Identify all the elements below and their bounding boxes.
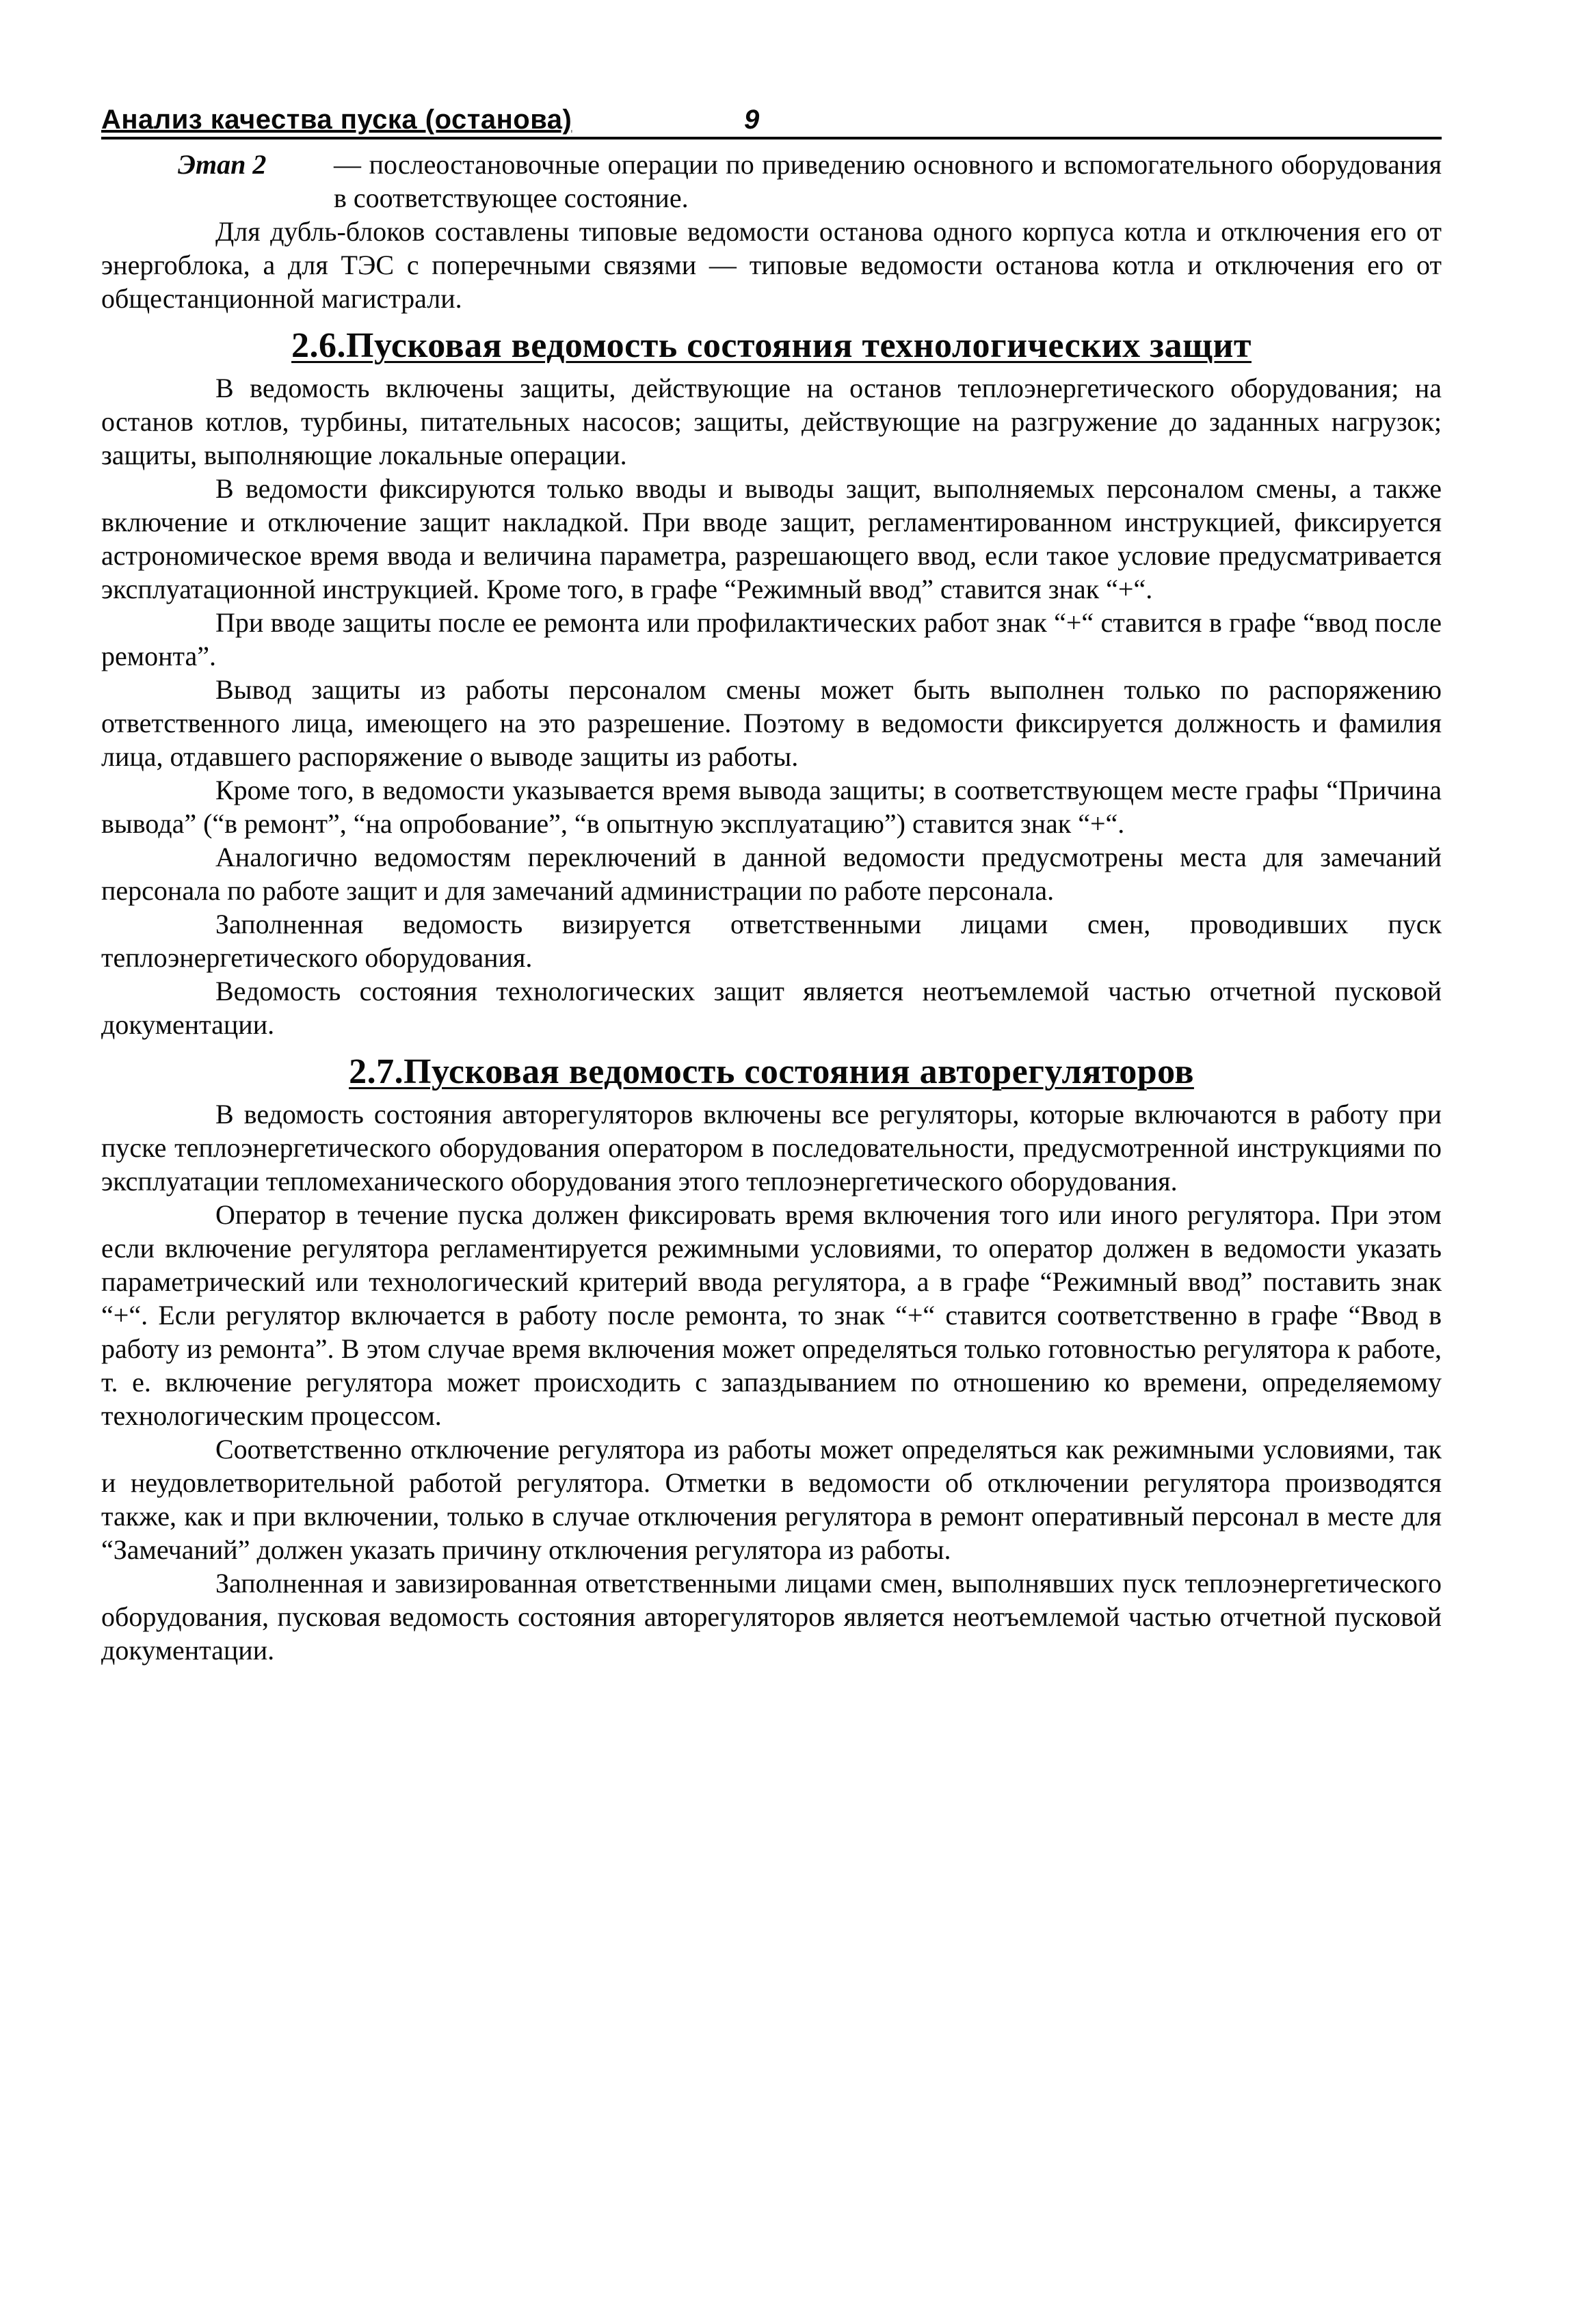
stage-item [101, 148, 1442, 215]
stage-description: — послеостановочные операции по приведению основного и вспомогательного оборудования в соответствующее состояние. [334, 149, 1442, 213]
page-number: 9 [744, 105, 760, 135]
paragraph: Вывод защиты из работы персоналом смены может быть выполнен только по распоряжению ответственного лица, имеющего на это разрешение. Поэтому в ведомости фиксируется должность и фамилия лица, отдавшего распоряжение о выводе защиты из работы. [101, 674, 1442, 772]
paragraph: Аналогично ведомостям переключений в данной ведомости предусмотрены места для замечаний персонала по работе защит и для замечаний администрации по работе персонала. [101, 842, 1442, 906]
stage-label: Этап 2 [178, 149, 267, 180]
section-heading-2-7: 2.7.Пусковая ведомость состояния авторегуляторов [349, 1052, 1194, 1091]
paragraph: Соответственно отключение регулятора из работы может определяться как режимными условиями, так и неудовлетворительной работой регулятора. Отметки в ведомости об отключении регулятора производятся также, как и при включении, только в случае отключения регулятора в ремонт оперативный персонал в месте для “Замечаний” должен указать причину отключения регулятора из работы. [101, 1434, 1442, 1565]
paragraph: В ведомости фиксируются только вводы и выводы защит, выполняемых персоналом смены, а также включение и отключение защит накладкой. При вводе защит, регламентированном инструкцией, фиксируется астрономическое время ввода и величина параметра, разрешающего ввод, если такое условие предусматривается эксплуатационной инструкцией. Кроме того, в графе “Режимный ввод” ставится знак “+“. [101, 473, 1442, 604]
paragraph: В ведомость включены защиты, действующие на останов теплоэнергетического оборудования; на останов котлов, турбины, питательных насосов; защиты, действующие на разгружение до заданных нагрузок; защиты, выполняющие локальные операции. [101, 373, 1442, 470]
intro-paragraph: Для дубль-блоков составлены типовые ведомости останова одного корпуса котла и отключения его от энергоблока, а для ТЭС с поперечными связями — типовые ведомости останова котла и отключения его от общестанционной магистрали. [101, 216, 1442, 314]
running-header [101, 89, 1442, 139]
paragraph: Кроме того, в ведомости указывается время вывода защиты; в соответствующем месте графы “Причина вывода” (“в ремонт”, “на опробование”, “в опытную эксплуатацию”) ставится знак “+“. [101, 775, 1442, 839]
document-page [101, 89, 1442, 1667]
paragraph: В ведомость состояния авторегуляторов включены все регуляторы, которые включаются в работу при пуске теплоэнергетического оборудования оператором в последовательности, предусмотренной инструкциями по эксплуатации тепломеханического оборудования этого теплоэнергетического оборудования. [101, 1099, 1442, 1197]
section-heading-2-6: 2.6.Пусковая ведомость состояния технологических защит [291, 326, 1252, 365]
running-header-title: Анализ качества пуска (останова) [101, 105, 572, 135]
paragraph: Оператор в течение пуска должен фиксировать время включения того или иного регулятора. При этом если включение регулятора регламентируется режимными условиями, то оператор должен в ведомости указать параметрический или технологический критерий ввода регулятора, а в графе “Режимный ввод” поставить знак “+“. Если регулятор включается в работу после ремонта, то знак “+“ ставится соответственно в графе “Ввод в работу из ремонта”. В этом случае время включения может определяться только готовностью регулятора к работе, т. е. включение регулятора может происходить с запаздыванием по отношению ко времени, определяемому технологическим процессом. [101, 1199, 1442, 1431]
paragraph: Заполненная и завизированная ответственными лицами смен, выполнявших пуск теплоэнергетического оборудования, пусковая ведомость состояния авторегуляторов является неотъемлемой частью отчетной пусковой документации. [101, 1568, 1442, 1666]
paragraph: Заполненная ведомость визируется ответственными лицами смен, проводивших пуск теплоэнергетического оборудования. [101, 909, 1442, 973]
paragraph: Ведомость состояния технологических защит является неотъемлемой частью отчетной пусковой документации. [101, 976, 1442, 1040]
paragraph: При вводе защиты после ее ремонта или профилактических работ знак “+“ ставится в графе “ввод после ремонта”. [101, 607, 1442, 671]
